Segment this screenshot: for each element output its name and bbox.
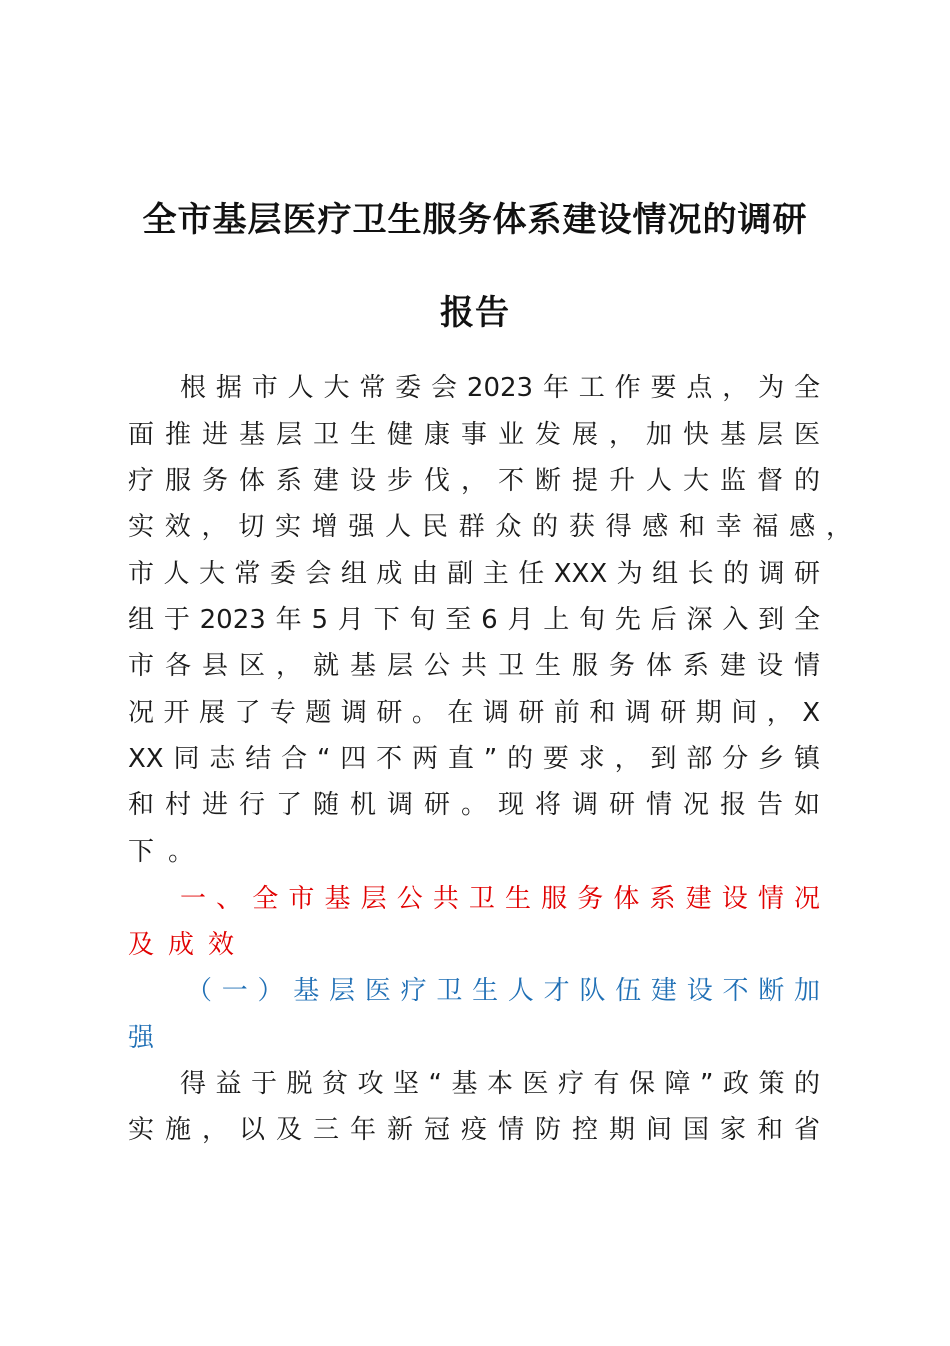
subsection-heading-line: 强 <box>128 1023 155 1053</box>
subsection-heading-line: （一）基层医疗卫生人才队伍建设不断加 <box>186 976 820 1006</box>
intro-paragraph-line: 组于2023年5月下旬至6月上旬先后深入到全 <box>128 605 820 635</box>
intro-paragraph-line: 况开展了专题调研。在调研前和调研期间，X <box>128 698 820 728</box>
section-heading-1-line: 及成效 <box>128 930 249 960</box>
intro-paragraph-line: 市人大常委会组成由副主任XXX为组长的调研 <box>128 559 820 589</box>
intro-paragraph-line: 疗服务体系建设步伐，不断提升人大监督的 <box>128 466 820 496</box>
intro-paragraph-line: 实效，切实增强人民群众的获得感和幸福感， <box>128 512 852 542</box>
intro-paragraph-line: 根据市人大常委会2023年工作要点，为全 <box>180 373 820 403</box>
intro-paragraph-line: XX同志结合“四不两直”的要求，到部分乡镇 <box>128 744 820 774</box>
intro-paragraph-line: 市各县区，就基层公共卫生服务体系建设情 <box>128 651 820 681</box>
intro-paragraph-line: 下。 <box>128 837 209 867</box>
document-title-line-1: 全市基层医疗卫生服务体系建设情况的调研 <box>142 200 808 240</box>
body-paragraph-line: 实施，以及三年新冠疫情防控期间国家和省 <box>128 1115 820 1145</box>
section-heading-1-line: 一、全市基层公共卫生服务体系建设情况 <box>180 884 820 914</box>
intro-paragraph-line: 和村进行了随机调研。现将调研情况报告如 <box>128 790 820 820</box>
document-title-line-2: 报告 <box>440 293 510 333</box>
intro-paragraph-line: 面推进基层卫生健康事业发展，加快基层医 <box>128 420 820 450</box>
body-paragraph-line: 得益于脱贫攻坚“基本医疗有保障”政策的 <box>180 1069 820 1099</box>
